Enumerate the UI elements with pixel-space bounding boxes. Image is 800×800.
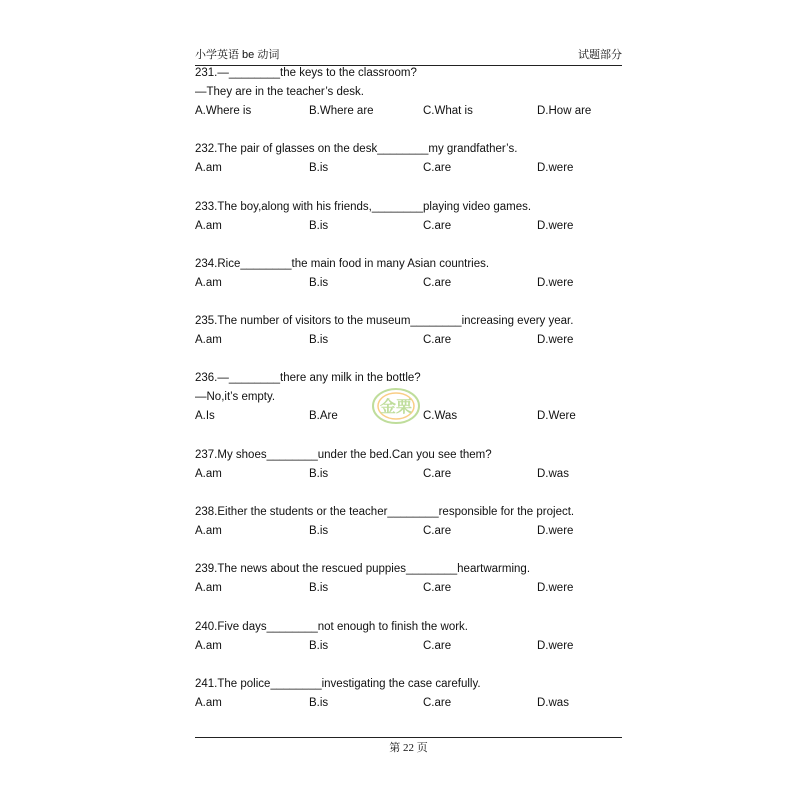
option-a: A.am [195,162,222,175]
option-a: A.am [195,696,222,709]
option-c: C.What is [423,105,473,117]
option-a: A.am [195,334,222,347]
answer-options [195,579,625,598]
option-d: D.was [537,467,569,480]
question-item [195,140,625,197]
option-c: C.are [423,582,452,595]
question-item [195,198,625,255]
option-d: D.were [537,582,574,595]
question-stem: 234.Rice________the main food in many Asian countries. [195,257,490,270]
option-a: A.am [195,525,222,538]
header-section: 试题部分 [578,49,622,61]
option-b: B.is [309,219,329,232]
option-d: D.were [537,639,574,652]
answer-options [195,159,625,178]
answer-options [195,274,625,293]
option-b: B.is [309,639,329,652]
option-c: C.are [423,276,452,289]
option-a: A.am [195,219,222,232]
question-stem: 236.—________there any milk in the bottle? [195,372,421,385]
option-d: D.were [537,219,574,232]
question-stem: 233.The boy,along with his friends,________playing video games. [195,200,532,213]
option-d: D.How are [537,105,592,117]
answer-options [195,217,625,236]
question-stem: 235.The number of visitors to the museum________increasing every year. [195,315,574,328]
option-d: D.were [537,525,574,538]
option-b: B.Are [309,410,338,423]
question-item [195,560,625,617]
svg-text:金栗: 金栗 [379,397,413,416]
option-c: C.are [423,467,452,480]
option-a: A.am [195,276,222,289]
question-stem: 241.The police________investigating the case carefully. [195,677,481,690]
answer-options [195,331,625,350]
option-c: C.are [423,334,452,347]
option-c: C.are [423,162,452,175]
header-title: 小学英语 be 动词 [195,49,280,61]
question-item [195,618,625,675]
answer-options [195,522,625,541]
question-dialogue-line: —They are in the teacher’s desk. [195,86,364,98]
option-d: D.were [537,162,574,175]
question-stem: 237.My shoes________under the bed.Can you see them? [195,448,492,461]
question-item [195,255,625,312]
option-c: C.Was [423,410,458,423]
question-stem: 238.Either the students or the teacher________responsible for the project. [195,506,575,519]
option-d: D.were [537,334,574,347]
option-c: C.are [423,639,452,652]
option-b: B.Where are [309,105,374,117]
question-stem: 240.Five days________not enough to finish the work. [195,620,468,633]
option-a: A.Is [195,410,215,423]
option-a: A.am [195,582,222,595]
option-b: B.is [309,525,329,538]
option-d: D.Were [537,410,576,423]
watermark-logo [371,386,421,426]
option-d: D.were [537,276,574,289]
question-item [195,64,625,140]
option-b: B.is [309,276,329,289]
answer-options [195,102,625,121]
question-stem: 239.The news about the rescued puppies________heartwarming. [195,563,531,576]
option-a: A.Where is [195,105,252,117]
question-stem: 232.The pair of glasses on the desk________my grandfather’s. [195,143,518,156]
answer-options [195,465,625,484]
question-item [195,675,625,732]
option-b: B.is [309,696,329,709]
option-c: C.are [423,696,452,709]
option-b: B.is [309,334,329,347]
option-b: B.is [309,162,329,175]
option-a: A.am [195,467,222,480]
option-d: D.was [537,696,569,709]
answer-options [195,694,625,713]
answer-options [195,637,625,656]
option-b: B.is [309,467,329,480]
question-item [195,503,625,560]
option-c: C.are [423,219,452,232]
option-c: C.are [423,525,452,538]
question-dialogue-line: —No,it’s empty. [195,391,276,404]
option-a: A.am [195,639,222,652]
question-item [195,446,625,503]
page-number: 第 22 页 [389,742,428,754]
question-item [195,312,625,369]
option-b: B.is [309,582,329,595]
footer-rule [195,737,622,738]
question-stem: 231.—________the keys to the classroom? [195,67,417,79]
